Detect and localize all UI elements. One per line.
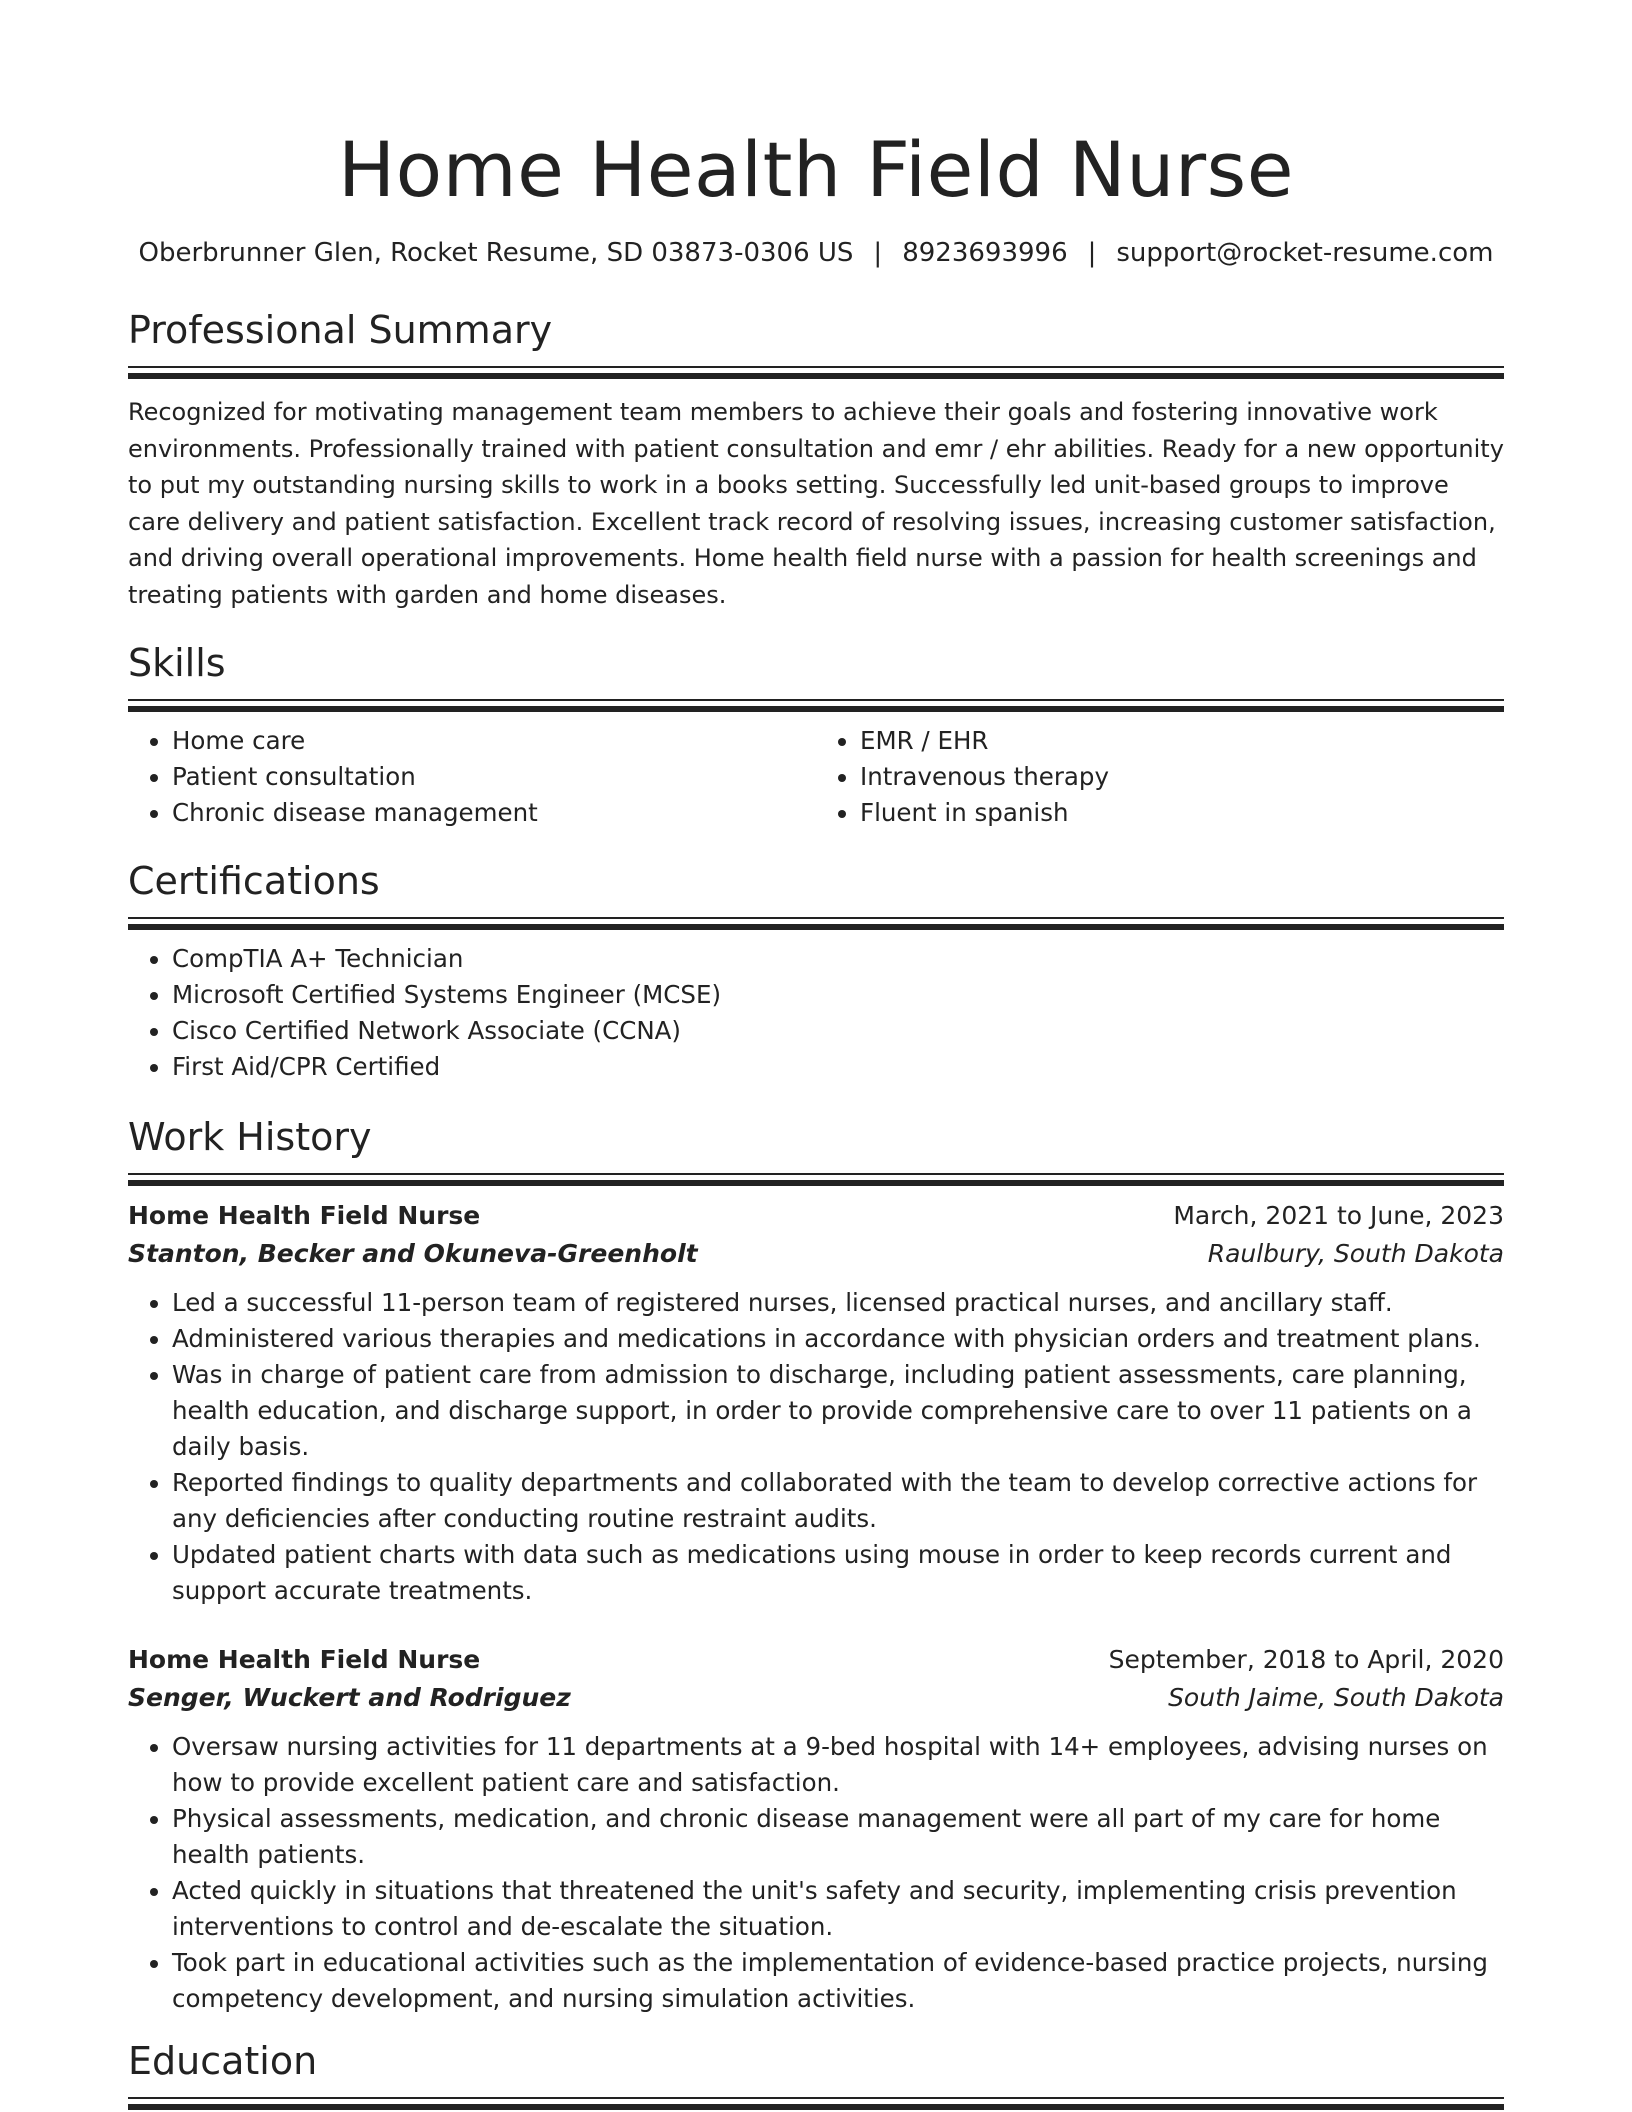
contact-phone: 8923693996 (902, 238, 1068, 268)
skills-grid (128, 723, 1504, 831)
certifications-section (128, 857, 1504, 1085)
job-header (128, 1197, 1504, 1235)
job-subheader (128, 1679, 1504, 1717)
resume-name: Home Health Field Nurse (337, 125, 1294, 214)
job-bullet: • Led a successful 11-person team of registered nurses, licensed practical nurses, and ancillary staff. (172, 1285, 1504, 1321)
contact-separator: | (873, 238, 883, 268)
job-bullet: • Administered various therapies and medications in accordance with physician orders and treatment plans. (172, 1321, 1504, 1357)
certification-item: • Cisco Certified Network Associate (CCNA) (172, 1013, 1504, 1049)
section-title-summary: Professional Summary (128, 308, 553, 352)
section-title-certifications: Certifications (128, 859, 380, 903)
certifications-list (128, 941, 1504, 1085)
summary-text: Recognized for motivating management team members to achieve their goals and fostering innovative work environments. Professionally trained with patient consultation and emr / ehr abilities. Ready for a new opportunity to put my outstanding nursing skills to work in a books setting. Successfully led unit-based groups to improve care delivery and patient satisfaction. Excellent track record of resolving issues, increasing customer satisfaction, and driving overall operational improvements. Home health field nurse with a passion for health screenings and treating patients with garden and home diseases. (128, 398, 1504, 609)
skills-list-left (128, 723, 816, 831)
skills-list-right (816, 723, 1504, 831)
job-title: Home Health Field Nurse (128, 1645, 481, 1674)
job-bullet: • Acted quickly in situations that threatened the unit's safety and security, implementing crisis prevention interventions to control and de-escalate the situation. (172, 1873, 1504, 1945)
certification-item: • Microsoft Certified Systems Engineer (MCSE) (172, 977, 1504, 1013)
job-bullets (128, 1729, 1504, 2017)
section-divider (128, 699, 1504, 709)
job-bullet: • Oversaw nursing activities for 11 departments at a 9-bed hospital with 14+ employees, advising nurses on how to provide excellent patient care and satisfaction. (172, 1729, 1504, 1801)
section-divider (128, 366, 1504, 376)
job-bullet: • Reported findings to quality departments and collaborated with the team to develop corrective actions for any deficiencies after conducting routine restraint audits. (172, 1465, 1504, 1537)
section-title-skills: Skills (128, 641, 226, 685)
skills-section (128, 639, 1504, 831)
skill-item: • Home care (172, 723, 816, 759)
job-bullet: • Took part in educational activities such as the implementation of evidence-based practice projects, nursing competency development, and nursing simulation activities. (172, 1945, 1504, 2017)
section-title-work-history: Work History (128, 1115, 372, 1159)
section-divider (128, 917, 1504, 927)
skill-item: • Chronic disease management (172, 795, 816, 831)
job-company: Senger, Wuckert and Rodriguez (128, 1683, 571, 1712)
job-company: Stanton, Becker and Okuneva-Greenholt (128, 1239, 698, 1268)
job-entry (128, 1197, 1504, 1609)
job-bullet: • Updated patient charts with data such as medications using mouse in order to keep records current and support accurate treatments. (172, 1537, 1504, 1609)
job-dates: September, 2018 to April, 2020 (1108, 1645, 1504, 1674)
resume-page (128, 0, 1504, 2107)
job-bullet: • Was in charge of patient care from admission to discharge, including patient assessments, care planning, health education, and discharge support, in order to provide comprehensive care to over 11 patients on a daily basis. (172, 1357, 1504, 1465)
education-section (128, 2037, 1504, 2107)
section-title-education: Education (128, 2039, 318, 2083)
job-bullet: • Physical assessments, medication, and chronic disease management were all part of my care for home health patients. (172, 1801, 1504, 1873)
summary-section (128, 306, 1504, 613)
job-bullets (128, 1285, 1504, 1609)
contact-line (128, 236, 1504, 270)
skill-item: • Patient consultation (172, 759, 816, 795)
job-location: South Jaime, South Dakota (1168, 1683, 1504, 1712)
contact-separator: | (1087, 238, 1097, 268)
skill-item: • Fluent in spanish (860, 795, 1504, 831)
job-subheader (128, 1235, 1504, 1273)
job-title: Home Health Field Nurse (128, 1201, 481, 1230)
section-divider (128, 2097, 1504, 2107)
job-dates: March, 2021 to June, 2023 (1173, 1201, 1504, 1230)
job-entry (128, 1641, 1504, 2017)
certification-item: • CompTIA A+ Technician (172, 941, 1504, 977)
contact-address: Oberbrunner Glen, Rocket Resume, SD 03873-0306 US (138, 238, 854, 268)
section-divider (128, 1173, 1504, 1183)
job-location: Raulbury, South Dakota (1207, 1239, 1504, 1268)
certification-item: • First Aid/CPR Certified (172, 1049, 1504, 1085)
job-header (128, 1641, 1504, 1679)
skill-item: • Intravenous therapy (860, 759, 1504, 795)
work-history-section (128, 1113, 1504, 2017)
skill-item: • EMR / EHR (860, 723, 1504, 759)
contact-email: support@rocket-resume.com (1116, 238, 1494, 268)
